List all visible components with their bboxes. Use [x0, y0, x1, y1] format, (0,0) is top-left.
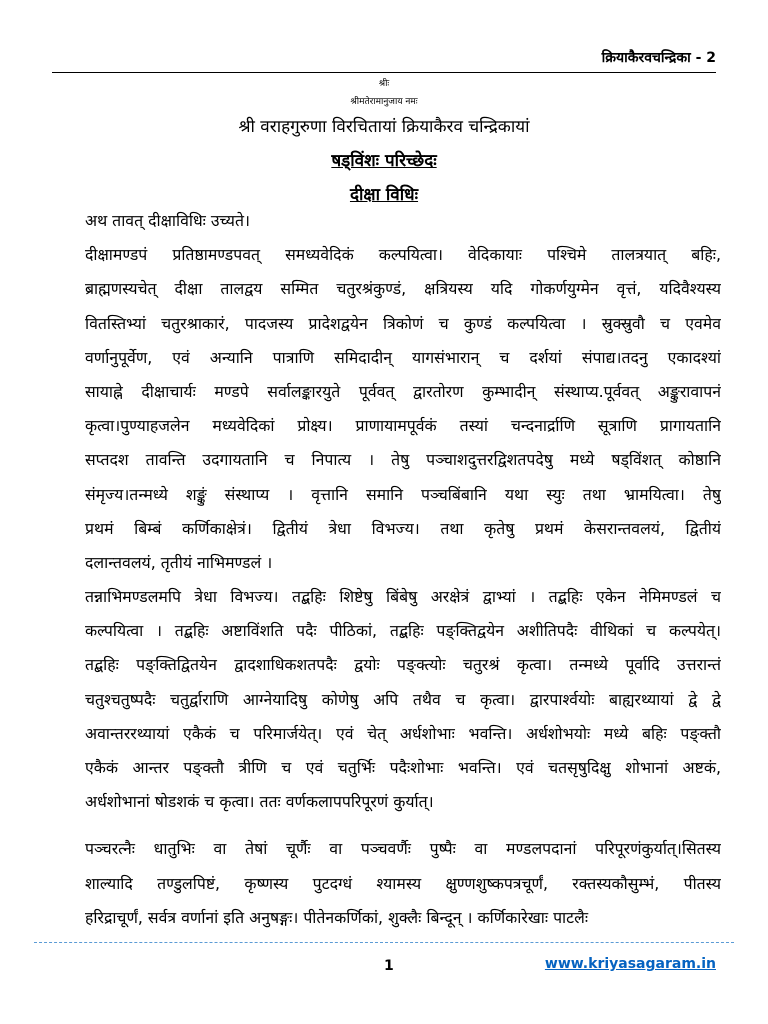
text-line: अर्धशोभानां षोडशकं च कृत्वा। ततः वर्णकलापपरिपूरणं कुर्यात्। — [85, 792, 434, 812]
text-line: वर्णानुपूर्वेण, एवं अन्यानि पात्राणि समिदादीन् यागसंभारान् च दर्शयां संपाद्य।तदनु एकादश्यां — [85, 347, 721, 367]
paragraph — [85, 832, 721, 935]
text-line: संमृज्य।तन्मध्ये शङ्कुं संस्थाप्य । वृत्तानि समानि पञ्चबिंबानि यथा स्युः तथा भ्रामयित्वा। तेषु — [85, 484, 721, 504]
footer-rule — [34, 942, 734, 943]
text-line: ब्राह्मणस्यचेत् दीक्षा तालद्वय सम्मित चतुरश्रंकुण्डं, क्षत्रियस्य यदि गोकर्णयुग्मेन वृत्तं, यदिवैश्यस्य — [85, 279, 721, 299]
running-header-title: क्रियाकैरवचन्द्रिका - 2 — [601, 50, 716, 66]
work-subtitle: श्री वराहगुरुणा विरचितायां क्रियाकैरव चन्द्रिकायां — [238, 117, 530, 137]
text-line: कृत्वा।पुण्याहजलेन मध्यवेदिकां प्रोक्ष्य। प्राणायामपूर्वकं तस्यां चन्दनार्द्राणि सूत्राणि प्रागायतानि — [85, 416, 721, 436]
header-rule — [52, 72, 716, 73]
text-line: कल्पयित्वा । तद्बहिः अष्टाविंशति पदैः पीठिकां, तद्बहिः पङ्क्तिद्वयेन अशीतिपदैः वीथिकां च कल्पयेत्। — [85, 621, 721, 641]
paragraph — [85, 204, 721, 238]
text-line: वितस्तिभ्यां चतुरश्राकारं, पादजस्य प्रादेशद्वयेन त्रिकोणं च कुण्डं कल्पयित्वा । स्रुक्स्रुवौ च एवमेव — [85, 313, 721, 333]
text-line: दीक्षामण्डपं प्रतिष्ठामण्डपवत् समध्यवेदिकं कल्पयित्वा। वेदिकायाः पश्चिमे तालत्रयात् बहिः, — [85, 245, 721, 265]
text-line: एकैकं आन्तर पङ्क्तौ त्रीणि च एवं चतुर्भिः पदैःशोभाः भवन्ति। एवं चतसृषुदिक्षु शोभानां अष्टकं, — [85, 758, 721, 777]
text-line: तद्बहिः पङ्क्तिद्वितयेन द्वादशाधिकशतपदैः द्वयोः पङ्क्त्योः चतुरश्रं कृत्वा। तन्मध्ये पूर्वादि उत्तरान्तं — [85, 655, 721, 675]
text-line: प्रथमं बिम्बं कर्णिकाक्षेत्रं। द्वितीयं त्रेधा विभज्य। तथा कृतेषु प्रथमं केसरान्तवलयं, द्वितीयं — [85, 518, 721, 538]
text-line: चतुश्चतुष्पदैः चतुर्द्वाराणि आग्नेयादिषु कोणेषु अपि तथैव च कृत्वा। द्वारपार्श्वयोः बाह्यरथ्यायां द्वे द्वे — [85, 689, 721, 709]
text-line: पञ्चरत्नैः धातुभिः वा तेषां चूर्णैः वा पञ्चवर्णैः पुष्पैः वा मण्डलपदानां परिपूरणंकुर्यात्।सितस्य — [85, 839, 721, 859]
text-line: दलान्तवलयं, तृतीयं नाभिमण्डलं । — [85, 552, 273, 572]
text-line: अथ तावत् दीक्षाविधिः उच्यते। — [85, 211, 250, 230]
text-line: सायाह्ने दीक्षाचार्यः मण्डपे सर्वालङ्कारयुते पूर्ववत् द्वारतोरण कुम्भादीन् संस्थाप्य.पूर्ववत् अङ्कुरावापनं — [85, 381, 721, 401]
paragraph-gap — [85, 819, 721, 832]
invocation-ramanuja: श्रीमतेरामानुजाय नमः — [350, 97, 418, 107]
text-line: तन्नाभिमण्डलमपि त्रेधा विभज्य। तद्बहिः शिष्टेषु बिंबेषु अरक्षेत्रं द्वाभ्यां । तद्बहिः एकेन नेमिमण्डलं च — [85, 587, 721, 607]
website-link[interactable]: www.kriyasagaram.in — [544, 956, 716, 972]
paragraph — [85, 580, 721, 819]
section-heading: दीक्षा विधिः — [349, 185, 419, 205]
text-line: शाल्यादि तण्डुलपिष्टं, कृष्णस्य पुटदग्धं श्यामस्य क्षुण्णशुष्कपत्रचूर्णं, रक्तस्यकौसुम्भं, पीतस्य — [85, 873, 721, 893]
text-line: सप्तदश तावन्ति उदगायतानि च निपात्य । तेषु पञ्चाशदुत्तरद्विशतपदेषु मध्ये षड्विंशत् कोष्ठानि — [85, 450, 721, 470]
document-body — [85, 204, 721, 935]
page-number: 1 — [384, 958, 394, 974]
text-line: हरिद्राचूर्णं, सर्वत्र वर्णानां इति अनुषङ्गः। पीतेनकर्णिकां, शुक्लैः बिन्दून् । कर्णिकारेखाः पाटलैः — [85, 907, 589, 927]
text-line: अवान्तररथ्यायां एकैकं च परिमार्जयेत्। एवं चेत् अर्धशोभाः भवन्ति। अर्धशोभयोः मध्ये बहिः पङ्क्तौ — [85, 723, 721, 743]
invocation-shri: श्रीः — [378, 79, 390, 89]
chapter-heading: षड्विंशः परिच्छेदः — [331, 151, 437, 171]
paragraph — [85, 238, 721, 580]
